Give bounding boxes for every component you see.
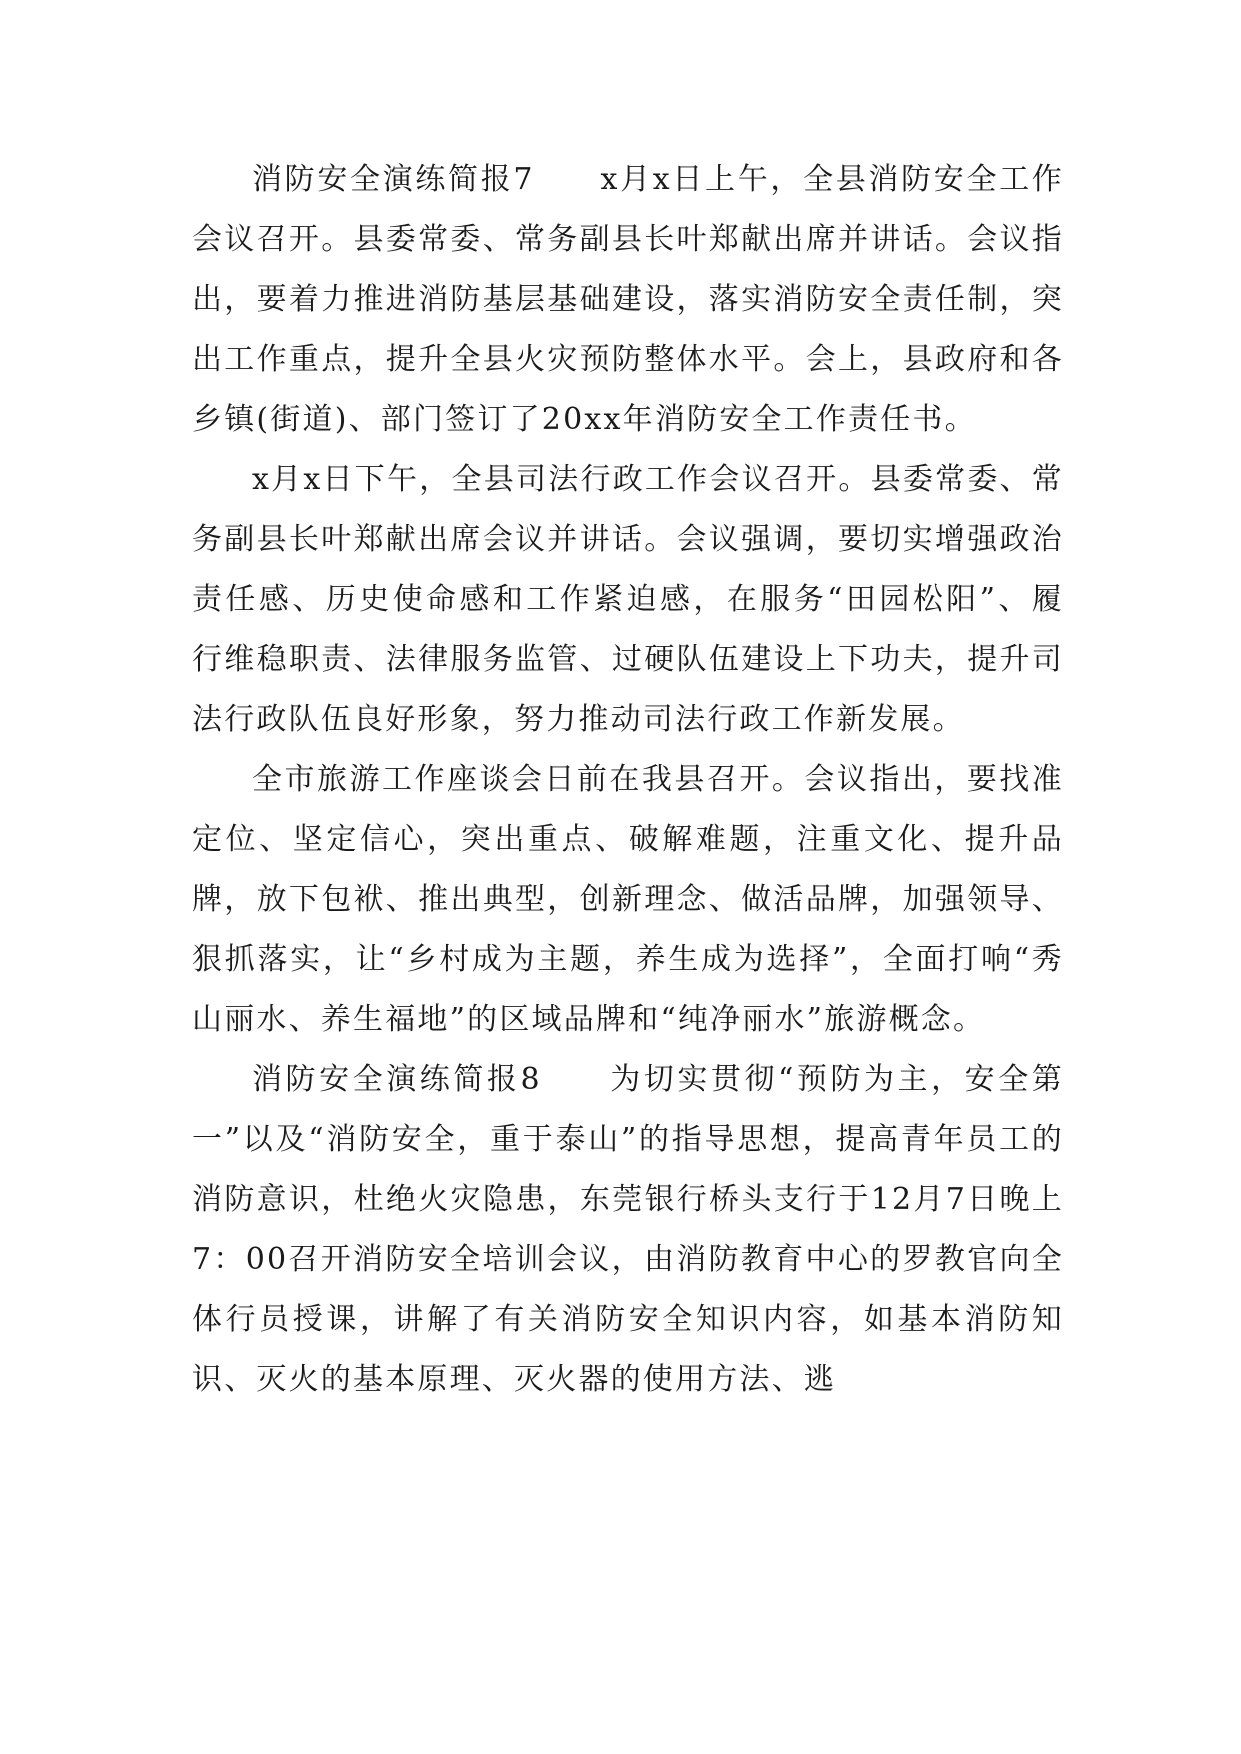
paragraph-4: 消防安全演练简报8 为切实贯彻“预防为主，安全第一”以及“消防安全，重于泰山”的指导思想，提高青年员工的消防意识，杜绝火灾隐患，东莞银行桥头支行于12月7日晚上7：00召开消防安全培训会议，由消防教育中心的罗教官向全体行员授课，讲解了有关消防安全知识内容，如基本消防知识、灭火的基本原理、灭火器的使用方法、逃: [192, 1062, 1064, 1397]
paragraph-1: 消防安全演练简报7 x月x日上午，全县消防安全工作会议召开。县委常委、常务副县长叶郑献出席并讲话。会议指出，要着力推进消防基层基础建设，落实消防安全责任制，突出工作重点，提升全县火灾预防整体水平。会上，县政府和各乡镇(街道)、部门签订了20xx年消防安全工作责任书。: [192, 162, 1064, 437]
paragraph-3: 全市旅游工作座谈会日前在我县召开。会议指出，要找准定位、坚定信心，突出重点、破解难题，注重文化、提升品牌，放下包袱、推出典型，创新理念、做活品牌，加强领导、狠抓落实，让“乡村成为主题，养生成为选择”，全面打响“秀山丽水、养生福地”的区域品牌和“纯净丽水”旅游概念。: [192, 762, 1064, 1037]
document-page: [192, 150, 1064, 1410]
paragraph-2: x月x日下午，全县司法行政工作会议召开。县委常委、常务副县长叶郑献出席会议并讲话。会议强调，要切实增强政治责任感、历史使命感和工作紧迫感，在服务“田园松阳”、履行维稳职责、法律服务监管、过硬队伍建设上下功夫，提升司法行政队伍良好形象，努力推动司法行政工作新发展。: [192, 462, 1064, 737]
